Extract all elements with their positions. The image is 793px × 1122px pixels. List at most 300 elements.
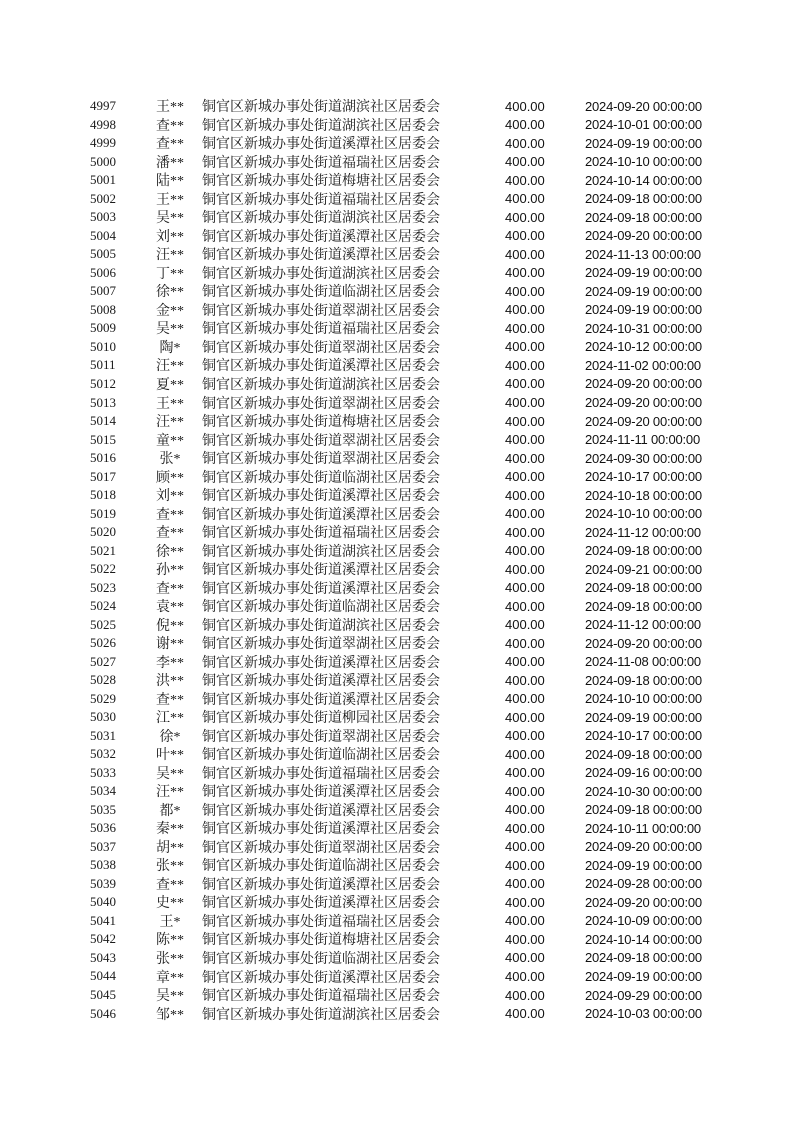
row-name-cell: 陶* <box>159 340 181 356</box>
row-date-cell: 2024-09-18 00:00:00 <box>585 746 702 762</box>
row-amount-cell: 400.00 <box>505 894 545 910</box>
row-date-cell: 2024-10-31 00:00:00 <box>585 320 702 336</box>
row-name-cell: 徐** <box>156 544 184 560</box>
row-id-cell: 5028 <box>90 672 116 688</box>
row-amount-cell: 400.00 <box>505 709 545 725</box>
row-amount-cell: 400.00 <box>505 950 545 966</box>
row-id-cell: 5031 <box>90 727 116 743</box>
row-amount-cell: 400.00 <box>505 506 545 522</box>
row-amount-cell: 400.00 <box>505 839 545 855</box>
row-date-cell: 2024-11-12 00:00:00 <box>585 617 701 633</box>
row-amount-cell: 400.00 <box>505 746 545 762</box>
table-row <box>90 671 710 690</box>
row-id-cell: 5012 <box>90 375 116 391</box>
row-id-cell: 5004 <box>90 227 116 243</box>
row-date-cell: 2024-09-20 00:00:00 <box>585 228 702 244</box>
table-row <box>90 912 710 931</box>
row-name-cell: 王** <box>156 192 184 208</box>
row-name-cell: 张** <box>156 951 184 967</box>
row-id-cell: 5019 <box>90 505 116 521</box>
row-org-cell: 铜官区新城办事处街道湖滨社区居委会 <box>202 100 440 116</box>
row-name-cell: 汪** <box>156 359 184 375</box>
row-name-cell: 孙** <box>156 563 184 579</box>
table-row <box>90 153 710 172</box>
row-amount-cell: 400.00 <box>505 487 545 503</box>
table-row <box>90 486 710 505</box>
row-org-cell: 铜官区新城办事处街道溪潭社区居委会 <box>202 822 440 838</box>
row-name-cell: 汪** <box>156 415 184 431</box>
row-org-cell: 铜官区新城办事处街道溪潭社区居委会 <box>202 359 440 375</box>
row-date-cell: 2024-09-19 00:00:00 <box>585 968 702 984</box>
row-amount-cell: 400.00 <box>505 413 545 429</box>
row-name-cell: 吴** <box>156 211 184 227</box>
row-id-cell: 5021 <box>90 542 116 558</box>
table-row <box>90 690 710 709</box>
table-row <box>90 449 710 468</box>
row-org-cell: 铜官区新城办事处街道翠湖社区居委会 <box>202 840 440 856</box>
row-id-cell: 5036 <box>90 820 116 836</box>
row-date-cell: 2024-09-20 00:00:00 <box>585 635 702 651</box>
row-date-cell: 2024-09-19 00:00:00 <box>585 283 702 299</box>
table-row <box>90 967 710 986</box>
row-name-cell: 查** <box>156 118 184 134</box>
row-date-cell: 2024-09-20 00:00:00 <box>585 894 702 910</box>
row-id-cell: 5016 <box>90 450 116 466</box>
table-row <box>90 301 710 320</box>
row-org-cell: 铜官区新城办事处街道溪潭社区居委会 <box>202 877 440 893</box>
row-org-cell: 铜官区新城办事处街道柳园社区居委会 <box>202 711 440 727</box>
row-name-cell: 童** <box>156 433 184 449</box>
row-amount-cell: 400.00 <box>505 765 545 781</box>
row-name-cell: 徐** <box>156 285 184 301</box>
table-row <box>90 745 710 764</box>
table-row <box>90 838 710 857</box>
row-org-cell: 铜官区新城办事处街道福瑞社区居委会 <box>202 155 440 171</box>
row-name-cell: 吴** <box>156 766 184 782</box>
row-org-cell: 铜官区新城办事处街道临湖社区居委会 <box>202 859 440 875</box>
row-amount-cell: 400.00 <box>505 617 545 633</box>
row-date-cell: 2024-10-17 00:00:00 <box>585 728 702 744</box>
row-name-cell: 邹** <box>156 1007 184 1023</box>
table-row <box>90 986 710 1005</box>
row-id-cell: 5044 <box>90 968 116 984</box>
table-row <box>90 634 710 653</box>
row-name-cell: 汪** <box>156 785 184 801</box>
row-name-cell: 叶** <box>156 748 184 764</box>
row-org-cell: 铜官区新城办事处街道溪潭社区居委会 <box>202 655 440 671</box>
row-name-cell: 夏** <box>156 378 184 393</box>
row-id-cell: 5035 <box>90 801 116 817</box>
row-id-cell: 5015 <box>90 431 116 447</box>
row-date-cell: 2024-10-10 00:00:00 <box>585 506 702 522</box>
table-row <box>90 523 710 542</box>
row-amount-cell: 400.00 <box>505 320 545 336</box>
row-org-cell: 铜官区新城办事处街道溪潭社区居委会 <box>202 785 440 801</box>
row-org-cell: 铜官区新城办事处街道临湖社区居委会 <box>202 600 440 616</box>
row-id-cell: 5033 <box>90 764 116 780</box>
table-row <box>90 1004 710 1023</box>
table-row <box>90 264 710 283</box>
row-date-cell: 2024-09-18 00:00:00 <box>585 672 702 688</box>
row-name-cell: 张* <box>159 452 181 468</box>
table-row <box>90 467 710 486</box>
row-id-cell: 5045 <box>90 987 116 1002</box>
table-row <box>90 930 710 949</box>
row-date-cell: 2024-10-14 00:00:00 <box>585 172 702 188</box>
table-row <box>90 134 710 153</box>
row-date-cell: 2024-09-18 00:00:00 <box>585 209 702 225</box>
row-date-cell: 2024-09-30 00:00:00 <box>585 450 702 466</box>
row-amount-cell: 400.00 <box>505 135 545 151</box>
row-org-cell: 铜官区新城办事处街道福瑞社区居委会 <box>202 192 440 208</box>
row-name-cell: 王** <box>156 100 184 116</box>
row-amount-cell: 400.00 <box>505 339 545 355</box>
row-org-cell: 铜官区新城办事处街道福瑞社区居委会 <box>202 766 440 782</box>
row-date-cell: 2024-09-19 00:00:00 <box>585 302 702 318</box>
row-amount-cell: 400.00 <box>505 802 545 818</box>
row-date-cell: 2024-09-20 00:00:00 <box>585 98 702 114</box>
row-name-cell: 丁** <box>156 266 184 282</box>
row-amount-cell: 400.00 <box>505 191 545 207</box>
row-id-cell: 5040 <box>90 894 116 910</box>
row-org-cell: 铜官区新城办事处街道溪潭社区居委会 <box>202 970 440 986</box>
row-name-cell: 吴** <box>156 322 184 338</box>
row-org-cell: 铜官区新城办事处街道溪潭社区居委会 <box>202 489 440 505</box>
row-amount-cell: 400.00 <box>505 857 545 873</box>
row-id-cell: 5017 <box>90 468 116 484</box>
row-amount-cell: 400.00 <box>505 376 545 392</box>
row-id-cell: 5026 <box>90 635 116 651</box>
row-name-cell: 金** <box>156 303 184 319</box>
row-org-cell: 铜官区新城办事处街道翠湖社区居委会 <box>202 729 440 745</box>
row-id-cell: 4999 <box>90 135 116 151</box>
row-name-cell: 倪** <box>156 618 184 634</box>
row-org-cell: 铜官区新城办事处街道翠湖社区居委会 <box>202 452 440 468</box>
row-date-cell: 2024-10-09 00:00:00 <box>585 913 702 929</box>
row-date-cell: 2024-09-20 00:00:00 <box>585 376 702 392</box>
row-name-cell: 秦** <box>156 822 184 838</box>
row-date-cell: 2024-10-30 00:00:00 <box>585 783 702 799</box>
table-row <box>90 764 710 783</box>
row-date-cell: 2024-09-18 00:00:00 <box>585 950 702 966</box>
row-amount-cell: 400.00 <box>505 302 545 318</box>
row-name-cell: 史** <box>156 896 184 912</box>
row-amount-cell: 400.00 <box>505 395 545 410</box>
row-amount-cell: 400.00 <box>505 728 545 744</box>
row-date-cell: 2024-09-16 00:00:00 <box>585 765 702 781</box>
row-org-cell: 铜官区新城办事处街道福瑞社区居委会 <box>202 914 440 930</box>
row-id-cell: 5008 <box>90 301 116 317</box>
table-row <box>90 245 710 264</box>
row-amount-cell: 400.00 <box>505 265 545 281</box>
row-id-cell: 5005 <box>90 246 116 262</box>
row-id-cell: 4998 <box>90 116 116 132</box>
row-date-cell: 2024-09-18 00:00:00 <box>585 543 702 559</box>
row-amount-cell: 400.00 <box>505 117 545 133</box>
row-name-cell: 张** <box>156 859 184 875</box>
table-row <box>90 856 710 875</box>
table-row <box>90 504 710 523</box>
row-name-cell: 查** <box>156 877 184 893</box>
row-org-cell: 铜官区新城办事处街道翠湖社区居委会 <box>202 303 440 319</box>
table-row <box>90 615 710 634</box>
row-org-cell: 铜官区新城办事处街道临湖社区居委会 <box>202 951 440 967</box>
row-id-cell: 5029 <box>90 690 116 706</box>
row-id-cell: 5030 <box>90 709 116 725</box>
table-row <box>90 171 710 190</box>
row-id-cell: 5011 <box>90 357 116 373</box>
row-date-cell: 2024-11-08 00:00:00 <box>585 654 701 670</box>
row-name-cell: 章** <box>156 970 184 986</box>
row-name-cell: 李** <box>156 655 184 671</box>
table-row <box>90 801 710 820</box>
row-org-cell: 铜官区新城办事处街道翠湖社区居委会 <box>202 396 440 412</box>
row-org-cell: 铜官区新城办事处街道梅塘社区居委会 <box>202 415 440 431</box>
table-row <box>90 375 710 394</box>
row-amount-cell: 400.00 <box>505 357 545 373</box>
row-id-cell: 5038 <box>90 857 116 873</box>
row-amount-cell: 400.00 <box>505 154 545 170</box>
row-org-cell: 铜官区新城办事处街道福瑞社区居委会 <box>202 322 440 338</box>
row-amount-cell: 400.00 <box>505 209 545 225</box>
row-date-cell: 2024-10-12 00:00:00 <box>585 339 702 355</box>
row-id-cell: 5027 <box>90 653 116 669</box>
row-amount-cell: 400.00 <box>505 820 545 836</box>
row-date-cell: 2024-09-19 00:00:00 <box>585 265 702 281</box>
table-row <box>90 338 710 357</box>
row-name-cell: 刘** <box>156 229 184 245</box>
row-name-cell: 潘** <box>156 155 184 171</box>
table-row <box>90 319 710 338</box>
row-org-cell: 铜官区新城办事处街道福瑞社区居委会 <box>202 989 440 1005</box>
row-name-cell: 洪** <box>156 674 184 690</box>
row-date-cell: 2024-11-13 00:00:00 <box>585 246 701 262</box>
row-date-cell: 2024-11-11 00:00:00 <box>585 432 700 448</box>
row-amount-cell: 400.00 <box>505 654 545 670</box>
table-row <box>90 597 710 616</box>
table-row <box>90 116 710 135</box>
row-org-cell: 铜官区新城办事处街道湖滨社区居委会 <box>202 211 440 227</box>
table-row <box>90 819 710 838</box>
row-id-cell: 5007 <box>90 283 116 299</box>
row-id-cell: 5013 <box>90 394 116 410</box>
row-date-cell: 2024-09-20 00:00:00 <box>585 839 702 855</box>
table-row <box>90 393 710 412</box>
row-name-cell: 王** <box>156 396 184 412</box>
row-date-cell: 2024-09-19 00:00:00 <box>585 709 702 725</box>
row-id-cell: 5042 <box>90 931 116 947</box>
row-amount-cell: 400.00 <box>505 931 545 947</box>
row-amount-cell: 400.00 <box>505 450 545 466</box>
table-row <box>90 727 710 746</box>
row-org-cell: 铜官区新城办事处街道溪潭社区居委会 <box>202 896 440 912</box>
row-org-cell: 铜官区新城办事处街道梅塘社区居委会 <box>202 174 440 190</box>
row-amount-cell: 400.00 <box>505 1006 545 1022</box>
table-row <box>90 578 710 597</box>
row-org-cell: 铜官区新城办事处街道湖滨社区居委会 <box>202 618 440 634</box>
row-name-cell: 查** <box>156 526 184 542</box>
row-id-cell: 5014 <box>90 413 116 429</box>
row-id-cell: 5039 <box>90 875 116 891</box>
table-row <box>90 949 710 968</box>
row-org-cell: 铜官区新城办事处街道溪潭社区居委会 <box>202 674 440 690</box>
row-amount-cell: 400.00 <box>505 524 545 540</box>
row-id-cell: 5006 <box>90 264 116 280</box>
table-row <box>90 893 710 912</box>
row-date-cell: 2024-09-18 00:00:00 <box>585 802 702 818</box>
table-row <box>90 430 710 449</box>
row-date-cell: 2024-10-17 00:00:00 <box>585 469 702 485</box>
row-name-cell: 胡** <box>156 840 184 856</box>
row-id-cell: 5000 <box>90 153 116 169</box>
row-id-cell: 5009 <box>90 320 116 336</box>
row-id-cell: 5041 <box>90 912 116 928</box>
row-id-cell: 5025 <box>90 616 116 632</box>
row-id-cell: 5010 <box>90 338 116 354</box>
row-id-cell: 5003 <box>90 209 116 225</box>
row-org-cell: 铜官区新城办事处街道临湖社区居委会 <box>202 748 440 764</box>
table-row <box>90 782 710 801</box>
row-id-cell: 5002 <box>90 190 116 206</box>
row-amount-cell: 400.00 <box>505 987 545 1003</box>
row-id-cell: 5018 <box>90 487 116 503</box>
row-name-cell: 查** <box>156 137 184 153</box>
row-org-cell: 铜官区新城办事处街道湖滨社区居委会 <box>202 544 440 560</box>
table-row <box>90 97 710 116</box>
row-amount-cell: 400.00 <box>505 469 545 485</box>
row-org-cell: 铜官区新城办事处街道溪潭社区居委会 <box>202 229 440 245</box>
row-amount-cell: 400.00 <box>505 246 545 262</box>
row-date-cell: 2024-11-12 00:00:00 <box>585 524 701 540</box>
table-row <box>90 560 710 579</box>
row-name-cell: 查** <box>156 692 184 708</box>
row-name-cell: 江** <box>156 711 184 727</box>
row-amount-cell: 400.00 <box>505 876 545 892</box>
row-amount-cell: 400.00 <box>505 635 545 651</box>
row-date-cell: 2024-10-01 00:00:00 <box>585 117 702 133</box>
table-row <box>90 412 710 431</box>
row-org-cell: 铜官区新城办事处街道翠湖社区居委会 <box>202 637 440 653</box>
table-row <box>90 208 710 227</box>
row-id-cell: 5034 <box>90 783 116 799</box>
row-org-cell: 铜官区新城办事处街道溪潭社区居委会 <box>202 137 440 153</box>
row-date-cell: 2024-09-18 00:00:00 <box>585 191 702 207</box>
row-amount-cell: 400.00 <box>505 598 545 614</box>
row-org-cell: 铜官区新城办事处街道溪潭社区居委会 <box>202 507 440 523</box>
row-id-cell: 5046 <box>90 1005 116 1021</box>
row-org-cell: 铜官区新城办事处街道溪潭社区居委会 <box>202 692 440 708</box>
row-id-cell: 5001 <box>90 172 116 188</box>
row-name-cell: 查** <box>156 507 184 523</box>
row-amount-cell: 400.00 <box>505 783 545 799</box>
row-org-cell: 铜官区新城办事处街道临湖社区居委会 <box>202 285 440 301</box>
row-date-cell: 2024-10-10 00:00:00 <box>585 154 702 170</box>
row-id-cell: 5024 <box>90 598 116 614</box>
row-name-cell: 陆** <box>156 174 184 190</box>
row-id-cell: 5032 <box>90 746 116 762</box>
row-org-cell: 铜官区新城办事处街道临湖社区居委会 <box>202 470 440 486</box>
row-date-cell: 2024-09-19 00:00:00 <box>585 857 702 873</box>
row-name-cell: 汪** <box>156 248 184 264</box>
row-name-cell: 谢** <box>156 637 184 653</box>
table-row <box>90 541 710 560</box>
table-row <box>90 282 710 301</box>
row-id-cell: 5043 <box>90 949 116 965</box>
row-amount-cell: 400.00 <box>505 228 545 244</box>
row-date-cell: 2024-10-14 00:00:00 <box>585 931 702 947</box>
row-date-cell: 2024-10-18 00:00:00 <box>585 487 702 503</box>
row-org-cell: 铜官区新城办事处街道翠湖社区居委会 <box>202 340 440 356</box>
row-name-cell: 刘** <box>156 489 184 505</box>
row-name-cell: 都* <box>159 803 181 819</box>
row-org-cell: 铜官区新城办事处街道溪潭社区居委会 <box>202 581 440 597</box>
row-date-cell: 2024-10-10 00:00:00 <box>585 691 702 707</box>
row-date-cell: 2024-09-20 00:00:00 <box>585 413 702 429</box>
row-name-cell: 徐* <box>159 729 181 745</box>
row-date-cell: 2024-09-29 00:00:00 <box>585 987 702 1003</box>
row-name-cell: 查** <box>156 581 184 597</box>
table-row <box>90 875 710 894</box>
row-org-cell: 铜官区新城办事处街道湖滨社区居委会 <box>202 1007 440 1023</box>
row-org-cell: 铜官区新城办事处街道溪潭社区居委会 <box>202 248 440 264</box>
row-date-cell: 2024-09-18 00:00:00 <box>585 580 702 596</box>
payment-table <box>90 97 710 1023</box>
row-amount-cell: 400.00 <box>505 672 545 688</box>
row-date-cell: 2024-10-03 00:00:00 <box>585 1006 702 1022</box>
row-date-cell: 2024-09-21 00:00:00 <box>585 561 702 577</box>
row-amount-cell: 400.00 <box>505 543 545 559</box>
row-amount-cell: 400.00 <box>505 913 545 929</box>
row-org-cell: 铜官区新城办事处街道梅塘社区居委会 <box>202 933 440 949</box>
row-amount-cell: 400.00 <box>505 580 545 596</box>
row-org-cell: 铜官区新城办事处街道福瑞社区居委会 <box>202 526 440 542</box>
table-body <box>90 97 710 1023</box>
row-id-cell: 5020 <box>90 524 116 540</box>
table-row <box>90 652 710 671</box>
row-id-cell: 4997 <box>90 98 116 114</box>
row-date-cell: 2024-11-02 00:00:00 <box>585 357 701 373</box>
row-org-cell: 铜官区新城办事处街道溪潭社区居委会 <box>202 563 440 579</box>
row-org-cell: 铜官区新城办事处街道湖滨社区居委会 <box>202 118 440 134</box>
row-amount-cell: 400.00 <box>505 968 545 984</box>
table-row <box>90 356 710 375</box>
table-row <box>90 227 710 246</box>
row-amount-cell: 400.00 <box>505 98 545 114</box>
row-id-cell: 5037 <box>90 838 116 854</box>
row-org-cell: 铜官区新城办事处街道湖滨社区居委会 <box>202 378 440 393</box>
row-name-cell: 吴** <box>156 989 184 1005</box>
row-amount-cell: 400.00 <box>505 691 545 707</box>
row-amount-cell: 400.00 <box>505 432 545 448</box>
row-id-cell: 5022 <box>90 561 116 577</box>
row-name-cell: 顾** <box>156 470 184 486</box>
table-row <box>90 708 710 727</box>
row-id-cell: 5023 <box>90 579 116 595</box>
row-date-cell: 2024-09-28 00:00:00 <box>585 876 702 892</box>
row-amount-cell: 400.00 <box>505 283 545 299</box>
row-date-cell: 2024-09-20 00:00:00 <box>585 395 702 410</box>
row-name-cell: 陈** <box>156 933 184 949</box>
row-org-cell: 铜官区新城办事处街道翠湖社区居委会 <box>202 433 440 449</box>
table-row <box>90 190 710 209</box>
row-name-cell: 王* <box>159 914 181 930</box>
row-date-cell: 2024-09-18 00:00:00 <box>585 598 702 614</box>
row-org-cell: 铜官区新城办事处街道溪潭社区居委会 <box>202 803 440 819</box>
row-amount-cell: 400.00 <box>505 561 545 577</box>
row-org-cell: 铜官区新城办事处街道湖滨社区居委会 <box>202 266 440 282</box>
row-date-cell: 2024-09-19 00:00:00 <box>585 135 702 151</box>
row-name-cell: 袁** <box>156 600 184 616</box>
